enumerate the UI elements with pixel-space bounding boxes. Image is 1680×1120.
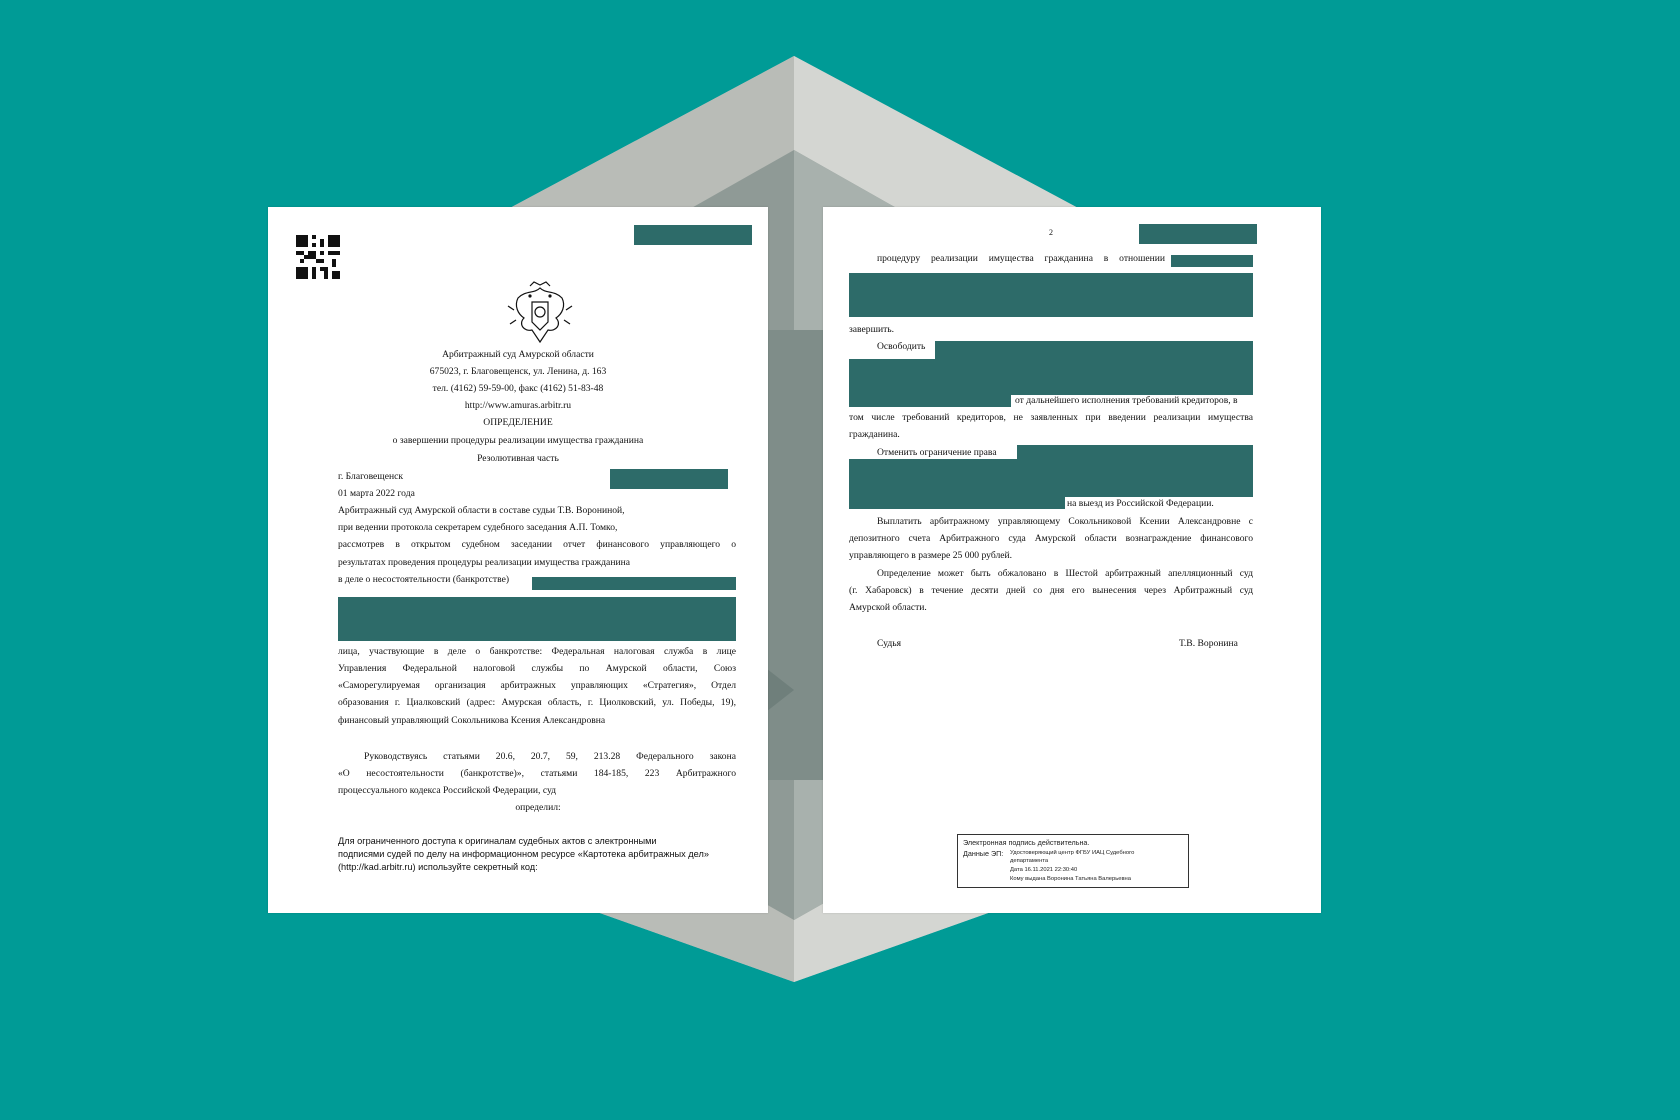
pay-line-1: Выплатить арбитражному управляющему Сокольниковой Ксении Александровне с — [877, 516, 1253, 527]
court-phone: тел. (4162) 59-59-00, факс (4162) 51-83-48 — [432, 383, 604, 394]
guided-line-2: «О несостоятельности (банкротстве)», статьями 184-185, 223 Арбитражного — [338, 768, 736, 779]
footer-line-3: (http://kad.arbitr.ru) используйте секретный код: — [338, 862, 538, 872]
page-number: 2 — [1049, 228, 1053, 237]
court-name: Арбитражный суд Амурской области — [442, 349, 594, 360]
body-line-3: рассмотрев в открытом судебном заседании отчет финансового управляющего о — [338, 539, 736, 550]
signature-issuer: Удостоверяющий центр ФГБУ ИАЦ Судебного — [1010, 850, 1135, 856]
redaction-date-right — [610, 469, 728, 489]
redaction-cancel-block — [849, 459, 1253, 497]
guided-line-3: процессуального кодекса Российской Федерации, суд — [338, 785, 557, 796]
guided-line-1: Руководствуясь статьями 20.6, 20.7, 59, 213.28 Федерального закона — [364, 751, 736, 762]
court-website: http://www.amuras.arbitr.ru — [464, 400, 572, 411]
redaction-release-block — [849, 359, 1253, 395]
redaction-debtor-block — [849, 273, 1253, 317]
redaction-case-number — [1139, 224, 1257, 244]
pay-line-2: депозитного счета Арбитражного суда Амурской области вознаграждение финансового — [849, 533, 1253, 544]
signature-date: Дата 16.11.2021 22:30:40 — [1010, 867, 1078, 873]
court-address: 675023, г. Благовещенск, ул. Ленина, д. 163 — [429, 366, 607, 377]
appeal-line-3: Амурской области. — [849, 602, 927, 613]
city: г. Благовещенск — [338, 471, 404, 482]
signature-data-label: Данные ЭП: — [963, 849, 1004, 858]
electronic-signature-box — [957, 834, 1189, 888]
cancel-tail: на выезд из Российской Федерации. — [1067, 498, 1214, 509]
body-line-5: в деле о несостоятельности (банкротстве) — [338, 574, 510, 585]
appeal-line-2: (г. Хабаровск) в течение десяти дней со дня его вынесения через Арбитражный суд — [849, 585, 1253, 596]
release-more-1: том числе требований кредиторов, не заявленных при введении реализации имущества — [849, 412, 1253, 423]
redaction-release-inline — [935, 341, 1253, 359]
footer-line-2: подписями судей по делу на информационном ресурсе «Картотека арбитражных дел» — [338, 849, 709, 859]
body-line-1: Арбитражный суд Амурской области в составе судьи Т.В. Ворониной, — [338, 505, 625, 516]
judge-label: Судья — [877, 638, 902, 649]
determined: определил: — [515, 802, 561, 813]
body-line-2: при ведении протокола секретарем судебного заседания А.П. Томко, — [338, 522, 618, 533]
pay-line-3: управляющего в размере 25 000 рублей. — [849, 550, 1013, 561]
cancel-label: Отменить ограничение права — [877, 447, 997, 458]
doc-subject: о завершении процедуры реализации имущества гражданина — [392, 435, 644, 446]
participants-line-1: лица, участвующие в деле о банкротстве: Федеральная налоговая служба в лице — [338, 646, 736, 657]
document-page-1 — [268, 207, 768, 913]
signature-valid: Электронная подпись действительна. — [963, 838, 1090, 847]
document-page-2 — [823, 207, 1321, 913]
date: 01 марта 2022 года — [338, 488, 415, 499]
participants-line-3: «Саморегулируемая организация арбитражных управляющих «Стратегия», Отдел — [338, 680, 736, 691]
judge-name: Т.В. Воронина — [1179, 638, 1238, 649]
redaction-debtor-inline — [1171, 255, 1253, 267]
participants-line-5: финансовый управляющий Сокольникова Ксения Александровна — [338, 715, 606, 726]
complete: завершить. — [849, 324, 895, 335]
release-tail: от дальнейшего исполнения требований кредиторов, в — [1015, 395, 1238, 406]
doc-part: Резолютивная часть — [477, 453, 559, 464]
participants-line-2: Управления Федеральной налоговой службы по Амурской области, Союз — [338, 663, 736, 674]
redaction-case-number — [634, 225, 752, 245]
signature-issuer-2: департамента — [1010, 858, 1049, 864]
p2-line-1: процедуру реализации имущества гражданина в отношении — [877, 253, 1165, 264]
body-line-4: результатах проведения процедуры реализации имущества гражданина — [338, 557, 630, 568]
footer-line-1: Для ограниченного доступа к оригиналам судебных актов с электронными — [338, 836, 657, 846]
appeal-line-1: Определение может быть обжаловано в Шестой арбитражный апелляционный суд — [877, 568, 1253, 579]
redaction-debtor-block — [338, 597, 736, 641]
qr-code-icon — [296, 235, 340, 279]
redaction-cancel-tail — [849, 497, 1065, 509]
coat-of-arms-icon — [504, 280, 576, 348]
release-label: Освободить — [877, 341, 926, 352]
doc-type: ОПРЕДЕЛЕНИЕ — [483, 417, 553, 428]
redaction-release-tail — [849, 395, 1011, 407]
redaction-debtor-inline — [532, 577, 736, 590]
signature-issued-to: Кому выдана Воронина Татьяна Валерьевна — [1010, 876, 1131, 882]
release-more-2: гражданина. — [849, 429, 900, 440]
redaction-cancel-inline — [1017, 445, 1253, 459]
participants-line-4: образования г. Циалковский (адрес: Амурская область, г. Циолковский, ул. Победы, 19), — [338, 697, 736, 708]
